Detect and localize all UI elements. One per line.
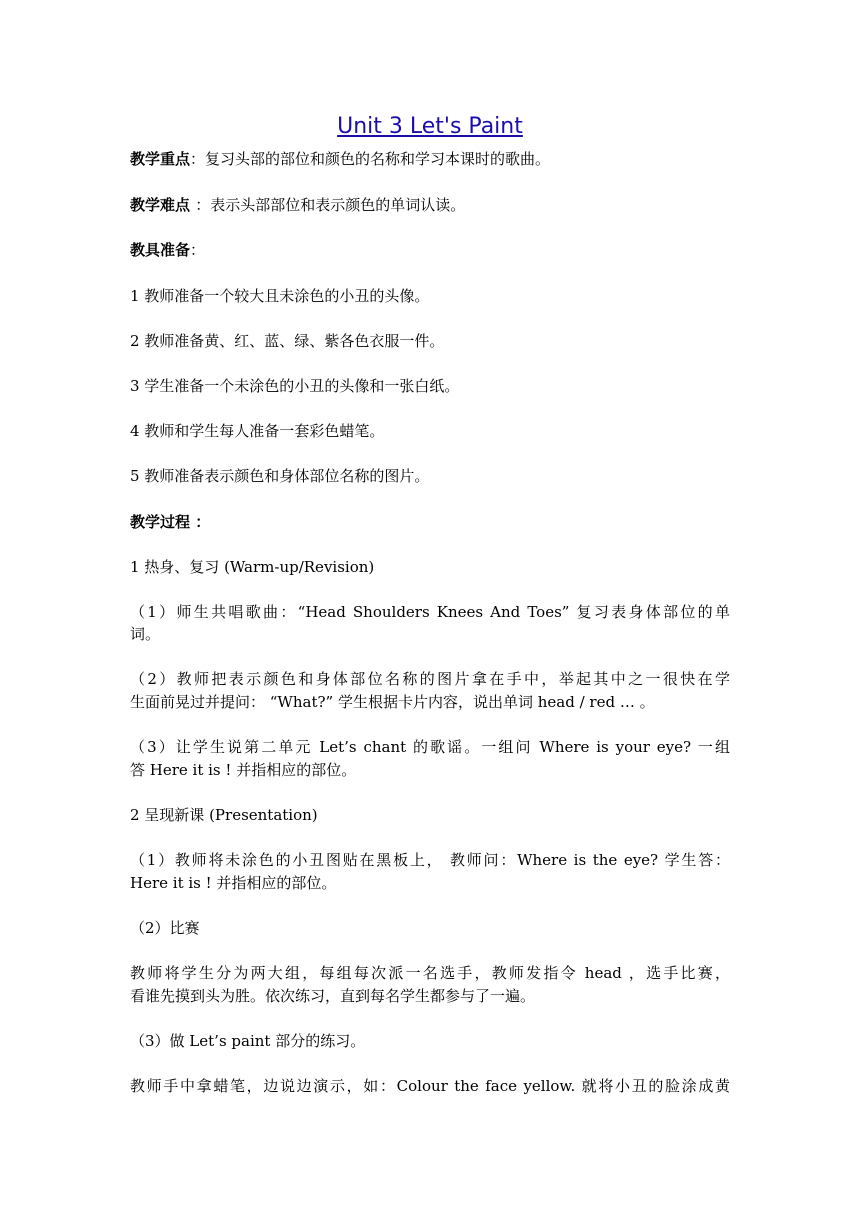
presentation-step-3-line-1: 教师手中拿蜡笔，边说边演示，如：Colour the face yellow. 就将小丑的脸涂成黄	[130, 1077, 730, 1095]
key-points-line	[130, 147, 730, 171]
difficulties-label: 教学难点	[130, 196, 196, 214]
presentation-step-1-line-1: （1）教师将未涂色的小丑图贴在黑板上， 教师问：Where is the eye? 学生答：	[130, 851, 730, 869]
teaching-aids-colon: ：	[190, 241, 206, 259]
difficulties-line	[130, 193, 730, 217]
presentation-step-2-line-2: 看谁先摸到头为胜。依次练习，直到每名学生都参与了一遍。	[130, 987, 536, 1005]
warmup-step-3-line-2: 答 Here it is ! 并指相应的部位。	[130, 761, 357, 779]
presentation-step-3-heading: （3）做 Let’s paint 部分的练习。	[130, 1032, 366, 1050]
warmup-step-2-line-2: 生面前晃过并提问： “What?” 学生根据卡片内容，说出单词 head / red … 。	[130, 693, 655, 711]
warmup-step-1-line-2: 词。	[130, 625, 161, 643]
teaching-aid-item: 2 教师准备黄、红、蓝、绿、紫各色衣服一件。	[130, 332, 445, 350]
presentation-step-1-line-2: Here it is ! 并指相应的部位。	[130, 874, 337, 892]
section-warmup-heading: 1 热身、复习 (Warm-up/Revision)	[130, 558, 375, 576]
teaching-aid-item: 4 教师和学生每人准备一套彩色蜡笔。	[130, 422, 385, 440]
difficulties-text: ：表示头部部位和表示颜色的单词认读。	[195, 196, 466, 214]
document-title[interactable]: Unit 3 Let's Paint	[337, 114, 523, 139]
presentation-step-2-line-1: 教师将学生分为两大组，每组每次派一名选手，教师发指令 head ，选手比赛，	[130, 964, 730, 982]
teaching-process-heading: 教学过程 ：	[130, 513, 211, 531]
warmup-step-3-line-1: （3）让学生说第二单元 Let’s chant 的歌谣。一组问 Where is your eye? 一组	[130, 738, 730, 756]
key-points-text: ：复习头部的部位和颜色的名称和学习本课时的歌曲。	[190, 150, 551, 168]
teaching-aids-heading	[130, 238, 730, 262]
teaching-aid-item: 3 学生准备一个未涂色的小丑的头像和一张白纸。	[130, 377, 460, 395]
key-points-label: 教学重点	[130, 150, 191, 168]
presentation-step-2-heading: （2）比赛	[130, 919, 200, 937]
warmup-step-2-line-1: （2）教师把表示颜色和身体部位名称的图片拿在手中，举起其中之一很快在学	[130, 670, 730, 688]
teaching-aid-item: 1 教师准备一个较大且未涂色的小丑的头像。	[130, 287, 430, 305]
teaching-aid-item: 5 教师准备表示颜色和身体部位名称的图片。	[130, 467, 430, 485]
warmup-step-1-line-1: （1）师生共唱歌曲：“Head Shoulders Knees And Toes” 复习表身体部位的单	[130, 603, 730, 621]
section-presentation-heading: 2 呈现新课 (Presentation)	[130, 806, 318, 824]
teaching-aids-label: 教具准备	[130, 241, 191, 259]
